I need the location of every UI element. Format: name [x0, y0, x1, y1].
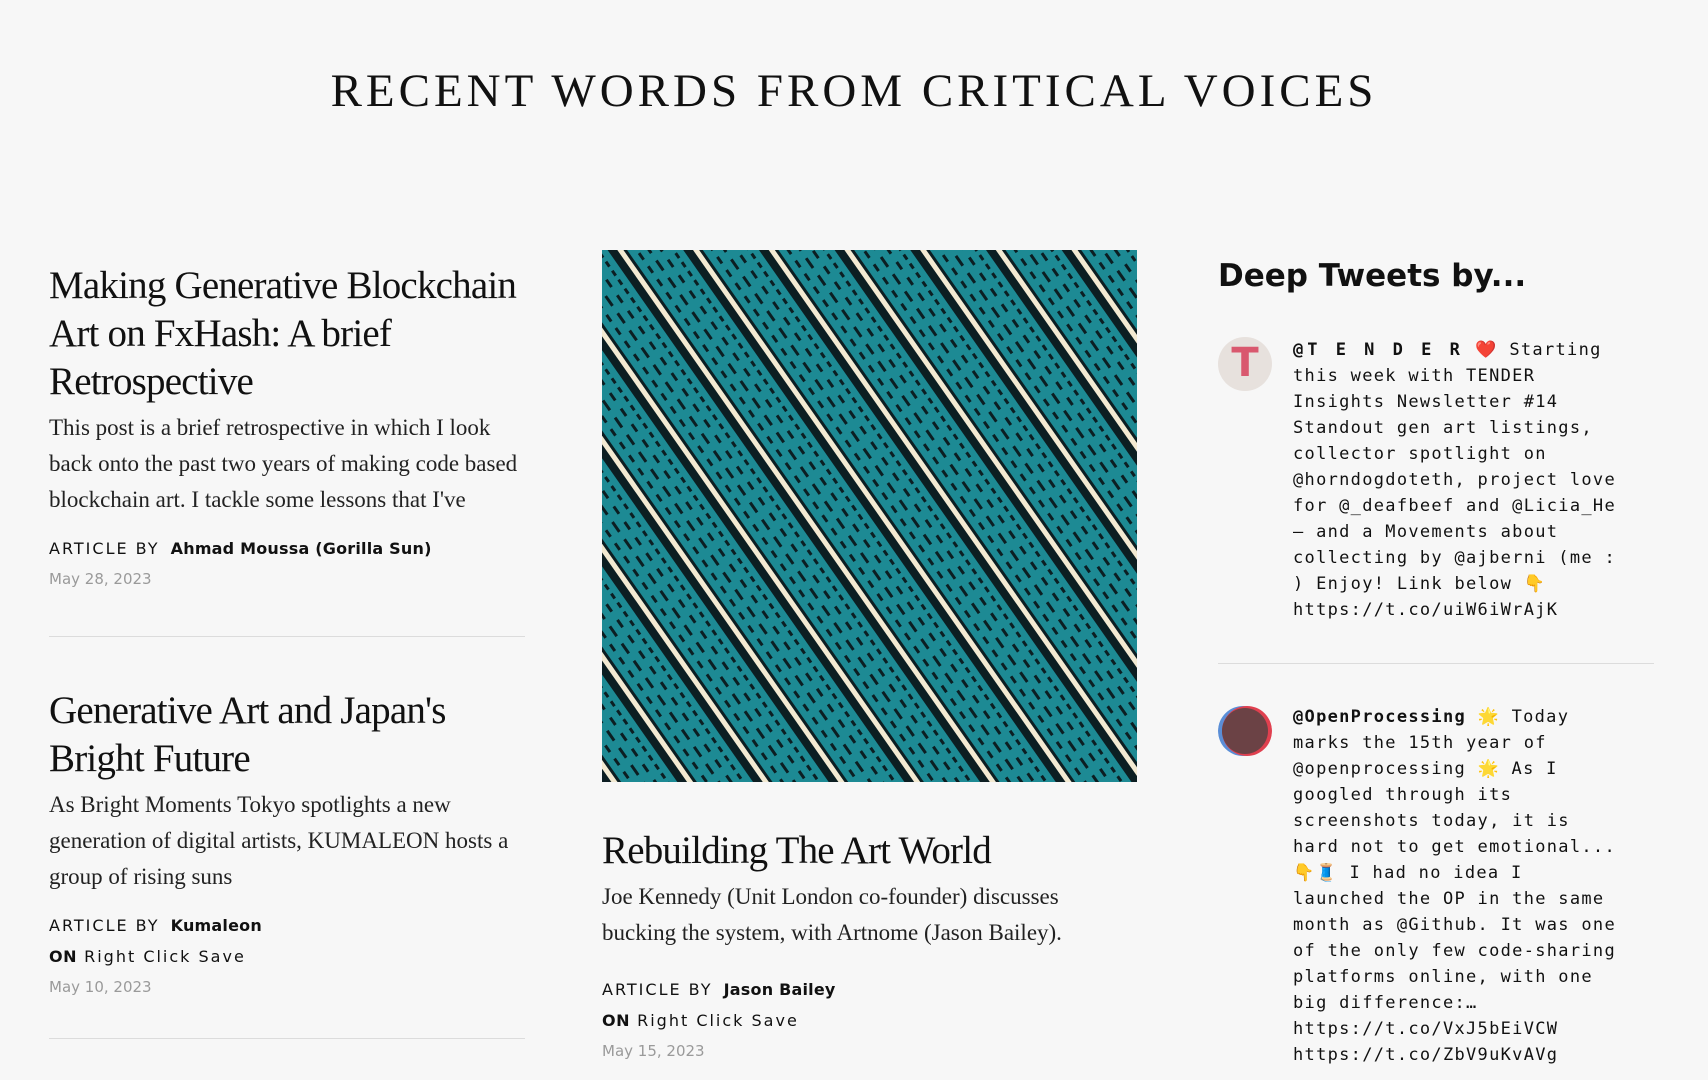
tweet-handle[interactable]: @T E N D E R [1293, 340, 1464, 360]
byline-label: ARTICLE BY [602, 980, 713, 999]
tweet-item[interactable] [1218, 704, 1654, 1080]
author-name[interactable]: Kumaleon [170, 916, 262, 935]
avatar[interactable] [1218, 337, 1272, 391]
page-title: RECENT WORDS FROM CRITICAL VOICES [330, 65, 1378, 117]
article-byline [49, 538, 525, 560]
article-title[interactable]: Generative Art and Japan's Bright Future [49, 689, 446, 780]
article-byline [49, 915, 525, 937]
article-title[interactable]: Rebuilding The Art World [602, 829, 991, 872]
article-excerpt: Joe Kennedy (Unit London co-founder) discusses bucking the system, with Artnome (Jason Bailey). [602, 884, 1062, 945]
author-name[interactable]: Ahmad Moussa (Gorilla Sun) [170, 539, 432, 558]
tweets-heading: Deep Tweets by... [1218, 258, 1527, 294]
article-excerpt: As Bright Moments Tokyo spotlights a new generation of digital artists, KUMALEON hosts a group of rising suns [49, 792, 509, 889]
article-byline [602, 979, 1137, 1001]
tweet-body: 🌟 Today marks the 15th year of @openprocessing 🌟 As I googled through its screenshots today, it is hard not to get emotional... 👇🧵 I had no idea I launched the OP in the same month as @Github. It was one of the only few code-sharing platforms online, with one big difference:… https://t.co/VxJ5bEiVCW https://t.co/ZbV9uKvAVg [1293, 707, 1616, 1065]
publication-row [602, 1010, 1137, 1032]
avatar[interactable] [1218, 704, 1272, 758]
on-label: ON [49, 947, 77, 966]
tweet-text [1293, 337, 1623, 623]
article-date: May 28, 2023 [49, 570, 152, 588]
article-card[interactable] [49, 687, 525, 1039]
tweet-body: ❤️ Starting this week with TENDER Insights Newsletter #14 Standout gen art listings, collector spotlight on @horndogdoteth, project love for @_deafbeef and @Licia_He – and a Movements about collecting by @ajberni (me : ) Enjoy! Link below 👇 https://t.co/uiW6iWrAjK [1293, 340, 1616, 620]
featured-article [602, 250, 1137, 1061]
on-label: ON [602, 1011, 630, 1030]
tweet-text [1293, 704, 1623, 1068]
article-excerpt: This post is a brief retrospective in which I look back onto the past two years of making code based blockchain art. I tackle some lessons that I've [49, 415, 518, 512]
byline-label: ARTICLE BY [49, 539, 160, 558]
tweets-sidebar [1218, 258, 1654, 1080]
featured-article-image[interactable] [602, 250, 1137, 782]
left-article-column [49, 262, 525, 1039]
publication-name[interactable]: Right Click Save [637, 1011, 799, 1030]
article-card[interactable] [49, 262, 525, 637]
article-date: May 15, 2023 [602, 1042, 705, 1060]
article-title[interactable]: Making Generative Blockchain Art on FxHash: A brief Retrospective [49, 264, 517, 403]
publication-name[interactable]: Right Click Save [84, 947, 246, 966]
stripe-pattern-graphic [602, 250, 1137, 782]
byline-label: ARTICLE BY [49, 916, 160, 935]
tweet-item[interactable] [1218, 337, 1654, 664]
author-name[interactable]: Jason Bailey [723, 980, 836, 999]
article-date: May 10, 2023 [49, 978, 152, 996]
tweet-handle[interactable]: @OpenProcessing [1293, 707, 1467, 727]
openprocessing-avatar-icon [1218, 704, 1272, 758]
publication-row [49, 946, 525, 968]
tender-logo-icon: T [1231, 340, 1259, 386]
